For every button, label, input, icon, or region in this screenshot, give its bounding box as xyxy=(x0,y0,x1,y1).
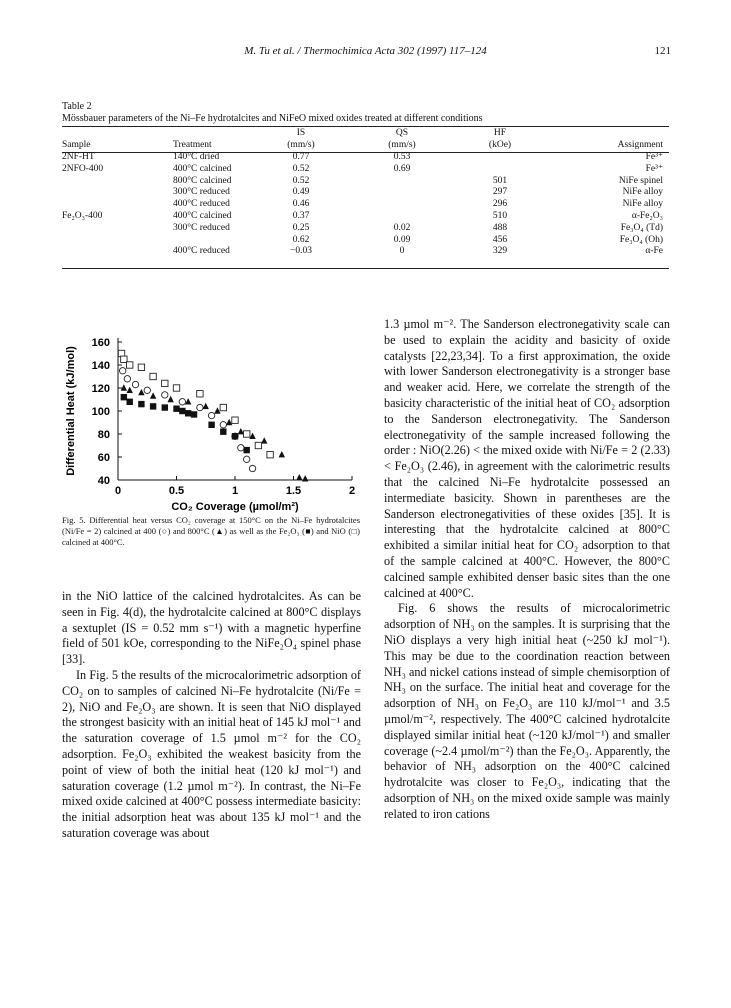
x-axis-title: CO₂ Coverage (µmol/m²) xyxy=(171,501,299,513)
head-cell-hf: HF xyxy=(493,128,507,138)
data-point-triangle xyxy=(167,396,173,402)
data-point-circle-open xyxy=(124,376,130,382)
table-cell: 0.46 xyxy=(292,199,310,210)
paragraph: in the NiO lattice of the calcined hydrotalcites. As can be seen in Fig. 4(d), the hydrotalcite calcined at 800°C displays a sextuplet (IS = 0.52 mm s⁻¹) with a magnetic hyperfine field of 501 kOe, corresponding to the NiFe₂O₄ spinel phase [33]. xyxy=(62,589,361,667)
table-cell: 0.52 xyxy=(292,175,310,186)
data-point-square-filled xyxy=(191,411,197,417)
co2-heat-chart xyxy=(60,330,365,513)
data-point-triangle xyxy=(203,403,209,409)
data-point-triangle xyxy=(150,392,156,398)
data-point-triangle xyxy=(127,387,133,393)
table-cell: −0.03 xyxy=(290,246,312,257)
table-row xyxy=(62,199,669,211)
table-cell xyxy=(62,246,173,258)
table-cell: NiFe alloy xyxy=(622,187,663,198)
mossbauer-table xyxy=(62,128,669,258)
table-cell xyxy=(346,176,458,188)
head-cell xyxy=(173,128,256,140)
table-cell: 0 xyxy=(399,246,405,257)
table-caption xyxy=(62,101,483,125)
table-cell xyxy=(346,199,458,211)
table-cell: 300°C reduced xyxy=(173,222,230,233)
table-cell: Fe₂O₃-400 xyxy=(62,210,103,221)
x-tick-label: 0 xyxy=(114,485,122,497)
table-cell xyxy=(62,223,173,235)
table-cell: 400°C calcined xyxy=(173,163,232,174)
table-top-rule xyxy=(62,126,669,127)
table-cell: α-Fe₂O₃ xyxy=(631,210,663,221)
table-cell: 800°C calcined xyxy=(173,175,232,186)
table-cell: 501 xyxy=(492,175,508,186)
data-point-square-open xyxy=(162,380,168,386)
data-point-circle-open xyxy=(249,465,255,471)
table-cell: 2NFO-400 xyxy=(62,163,104,174)
running-header xyxy=(0,45,731,61)
table-cell: 296 xyxy=(492,199,508,210)
x-tick-label: 1.5 xyxy=(285,485,302,497)
data-point-circle-open xyxy=(208,412,214,418)
head-cell-assignment: Assignment xyxy=(617,140,663,150)
y-tick-label: 120 xyxy=(91,383,110,395)
table-cell: 510 xyxy=(492,210,508,221)
table-cell: Fe₃O₄ (Oh) xyxy=(619,234,663,245)
table-cell xyxy=(458,164,542,176)
table-cell xyxy=(62,235,173,247)
table-cell: 140°C dried xyxy=(173,152,220,162)
table-cell xyxy=(62,199,173,211)
data-point-circle-open xyxy=(144,387,150,393)
data-point-square-filled xyxy=(185,410,191,416)
head-cell-is: IS xyxy=(296,128,306,138)
head-cell xyxy=(542,128,669,140)
table-cell xyxy=(346,211,458,223)
y-tick-label: 100 xyxy=(91,406,110,418)
data-point-square-open xyxy=(138,364,144,370)
table-bottom-rule xyxy=(62,268,669,269)
table-cell: 300°C reduced xyxy=(173,187,230,198)
right-column xyxy=(384,317,670,823)
data-point-circle-open xyxy=(179,399,185,405)
data-point-square-filled xyxy=(138,401,144,407)
table-body xyxy=(62,152,669,258)
table-row xyxy=(62,235,669,247)
data-point-circle-open xyxy=(244,456,250,462)
data-point-square-open xyxy=(127,362,133,368)
table-row xyxy=(62,152,669,164)
table-cell: NiFe spinel xyxy=(618,175,663,186)
table-cell xyxy=(62,187,173,199)
table-row xyxy=(62,246,669,258)
table-cell xyxy=(346,187,458,199)
data-point-square-filled xyxy=(232,433,238,439)
paragraph: In Fig. 5 the results of the microcalorimetric adsorption of CO₂ on to samples of calcined Ni–Fe hydrotalcite (Ni/Fe = 2), NiO and Fe₂O₃ are shown. It is seen that NiO displayed the strongest basicity with an initial heat of 145 kJ mol⁻¹ and the saturation coverage of 1.5 µmol m⁻² for the CO₂ adsorption. Fe₂O₃ exhibited the weakest basicity from the point of view of both the initial heat (120 kJ mol⁻¹) and saturation coverage (1.2 µmol m⁻²). In contrast, the Ni–Fe mixed oxide calcined at 400°C possess intermediate basicity: the initial adsorption heat was about 135 kJ mol⁻¹ and the saturation coverage was about xyxy=(62,667,361,840)
x-tick-label: 0.5 xyxy=(168,485,185,497)
data-point-square-filled xyxy=(127,399,133,405)
data-point-circle-open xyxy=(162,392,168,398)
y-axis-title: Differential Heat (kJ/mol) xyxy=(65,346,77,476)
data-point-square-filled xyxy=(220,429,226,435)
table-cell: 400°C reduced xyxy=(173,246,230,257)
head-cell-qs: QS xyxy=(395,128,409,138)
table-row xyxy=(62,187,669,199)
data-point-triangle xyxy=(279,451,285,457)
table-row xyxy=(62,164,669,176)
data-point-square-open xyxy=(173,385,179,391)
table-cell: 0.62 xyxy=(292,234,310,245)
data-point-circle-open xyxy=(197,404,203,410)
table-cell: 0.52 xyxy=(292,163,310,174)
table-cell: 297 xyxy=(492,187,508,198)
table-head-row-2 xyxy=(62,140,669,152)
paragraph: 1.3 µmol m⁻². The Sanderson electronegativity scale can be used to explain the acidity and basicity of oxide catalysts [22,23,34]. To a first approximation, the oxide with lower Sanderson electronegativity is a stronger base and weaker acid. Here, we correlate the strength of the basicity characteristic of the initial heat of CO₂ adsorption to the Sanderson electronegativity. The Sanderson electronegativity of the sample increased following the order : NiO(2.26) < the mixed oxide with Ni/Fe = 2 (2.33) < Fe₂O₃ (2.46), in agreement with the calorimetric results that the calcined Ni–Fe hydrotalcite possessed an intermediate basicity. Shown in parentheses are the Sanderson electronegativities of these oxides [35]. It is interesting that the hydrotalcite calcined at 800°C exhibited a similar initial heat for CO₂ adsorption to that of the sample calcined at 400°C. However, the 800°C calcined sample exhibited denser basic sites than the one calcined at 400°C. xyxy=(384,317,670,600)
data-point-square-open xyxy=(232,417,238,423)
table-cell xyxy=(458,152,542,164)
data-point-square-open xyxy=(150,373,156,379)
data-point-square-open xyxy=(244,431,250,437)
paragraph: Fig. 6 shows the results of microcalorimetric adsorption of NH₃ on the samples. It is surprising that the NiO displays a very high initial heat (~250 kJ mol⁻¹). This may be due to the coordination reaction between NH₃ and nickel cations instead of simple chemisorption of NH₃ on the surface. The initial heat and coverage for the adsorption of NH₃ on Fe₂O₃ are 110 kJ/mol⁻¹ and 3.5 µmol/m⁻², respectively. The 400°C calcined hydrotalcite displayed similar initial heat (~120 kJ/mol⁻¹) and smaller coverage (~2.4 µmol/m⁻²) than the Fe₂O₃. Apparently, the behavior of NH₃ adsorption on the 400°C calcined hydrotalcite was closer to Fe₂O₃, indicating that the adsorption of NH₃ on the mixed oxide sample was mainly related to iron cations xyxy=(384,601,670,821)
left-column xyxy=(62,589,361,842)
table-head-row-1 xyxy=(62,128,669,140)
table-cell xyxy=(62,176,173,188)
data-point-square-filled xyxy=(162,404,168,410)
head-cell xyxy=(62,128,173,140)
head-cell-unit: (mm/s) xyxy=(287,140,315,150)
page-number: 121 xyxy=(654,45,671,57)
table-cell: 488 xyxy=(492,222,508,233)
head-cell-treatment: Treatment xyxy=(173,140,212,150)
data-point-square-filled xyxy=(173,406,179,412)
head-cell-unit: (kOe) xyxy=(488,140,512,150)
y-tick-label: 60 xyxy=(97,452,110,464)
table-cell: 456 xyxy=(492,234,508,245)
data-point-square-open xyxy=(255,442,261,448)
y-tick-label: 40 xyxy=(97,475,110,487)
y-tick-label: 80 xyxy=(97,429,110,441)
table-cell: NiFe alloy xyxy=(622,199,663,210)
table-cell: 0.53 xyxy=(393,152,411,162)
data-point-square-filled xyxy=(244,447,250,453)
data-point-circle-open xyxy=(220,422,226,428)
data-point-circle-open xyxy=(132,381,138,387)
table-row xyxy=(62,223,669,235)
data-point-square-filled xyxy=(179,408,185,414)
table-cell: 0.49 xyxy=(292,187,310,198)
table-title: Mössbauer parameters of the Ni–Fe hydrotalcites and NiFeO mixed oxides treated at different conditions xyxy=(62,113,483,124)
table-cell: 0.77 xyxy=(292,152,310,162)
head-cell-sample: Sample xyxy=(62,140,91,150)
data-point-triangle xyxy=(296,474,302,480)
table-cell: 0.69 xyxy=(393,163,411,174)
figure-5 xyxy=(60,330,365,513)
table-cell xyxy=(173,235,256,247)
table-cell: 0.02 xyxy=(393,222,411,233)
data-point-square-filled xyxy=(121,394,127,400)
table-cell: 0.37 xyxy=(292,210,310,221)
table-cell: Fe³⁺ xyxy=(645,163,663,174)
table-row xyxy=(62,211,669,223)
table-row xyxy=(62,176,669,188)
data-point-circle-open xyxy=(119,368,125,374)
table-cell: α-Fe xyxy=(645,246,663,257)
table-label: Table 2 xyxy=(62,101,92,112)
table-cell: 0.25 xyxy=(292,222,310,233)
data-point-square-open xyxy=(220,404,226,410)
head-cell-unit: (mm/s) xyxy=(388,140,416,150)
x-tick-label: 1 xyxy=(231,485,239,497)
data-point-square-open xyxy=(267,452,273,458)
data-point-circle-open xyxy=(238,445,244,451)
y-tick-label: 140 xyxy=(91,360,110,372)
y-tick-label: 160 xyxy=(91,337,110,349)
x-tick-label: 2 xyxy=(348,485,356,497)
journal-citation: M. Tu et al. / Thermochimica Acta 302 (1997) 117–124 xyxy=(244,45,487,57)
figure-caption: Fig. 5. Differential heat versus CO₂ coverage at 150°C on the Ni–Fe hydrotalcites (Ni/Fe = 2) calcined at 400 (○) and 800°C (▲) as well as the Fe₂O₃ (■) and NiO (□) calcined at 400°C. xyxy=(62,515,360,547)
table-cell: 0.09 xyxy=(393,234,411,245)
data-point-square-filled xyxy=(208,422,214,428)
table-cell: 400°C calcined xyxy=(173,210,232,221)
table-cell: Fe³⁺ xyxy=(645,152,663,162)
data-point-triangle xyxy=(302,475,308,481)
table-cell: 400°C reduced xyxy=(173,199,230,210)
table-cell: 329 xyxy=(492,246,508,257)
table-cell: Fe₃O₄ (Td) xyxy=(620,222,663,233)
table-cell: 2NF-HT xyxy=(62,152,95,162)
data-point-square-open xyxy=(197,391,203,397)
data-point-square-filled xyxy=(150,403,156,409)
